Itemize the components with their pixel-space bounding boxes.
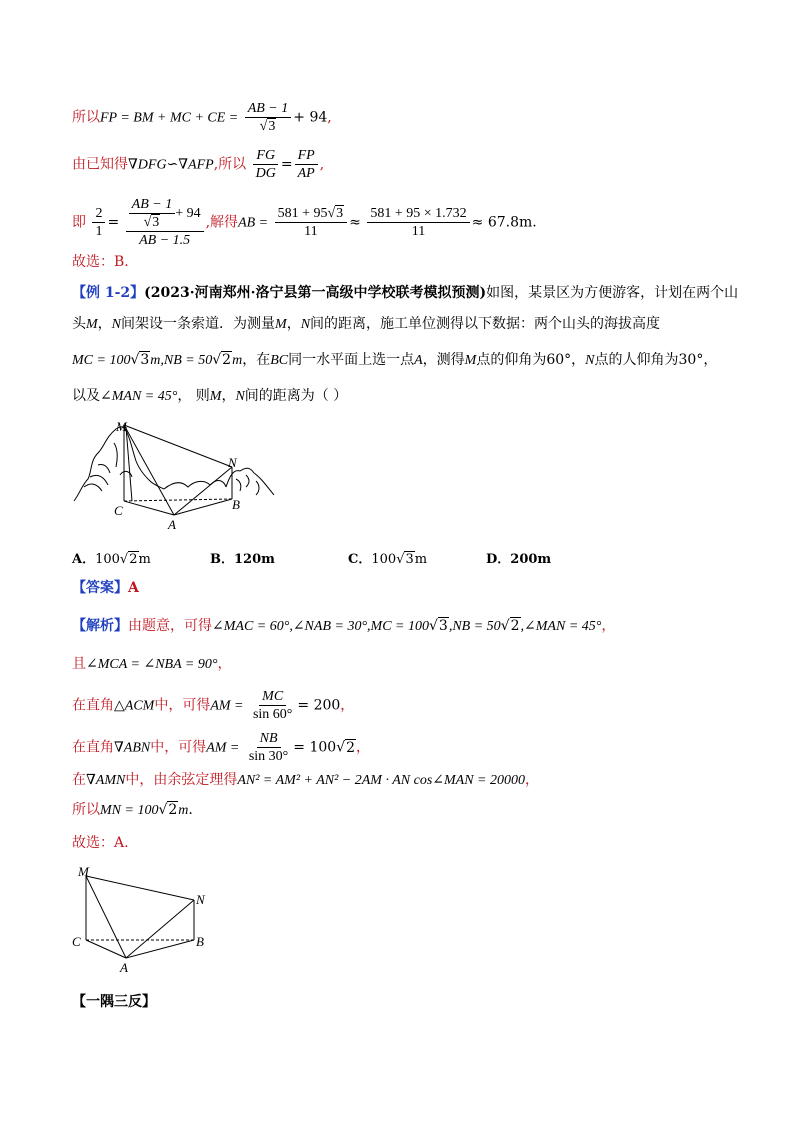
select-label-2: 故选： [72,835,114,851]
fig2-label-a: A [120,960,128,975]
a3d: AM = [210,698,244,714]
mc-sqrt: 3 [140,352,150,368]
a4-num: NB [257,730,281,748]
option-b-value: 120m [234,552,275,567]
a2b: ∠MCA = ∠NBA = 90° [86,657,218,672]
fp-num: FP [295,147,318,165]
a1-sqrt2: 2 [510,618,520,634]
text-so: 所以 [72,109,100,126]
example-line-4 [72,386,347,407]
t3g: A [414,353,423,368]
result-sqrt-3: 3 [336,206,344,221]
two: 2 [92,205,105,223]
fig2-label-m: M [78,864,89,879]
option-c-unit: m [414,552,428,567]
comma: , [327,109,332,126]
a5b: ∇AMN [86,773,126,788]
nb-sqrt: 2 [222,352,232,368]
select-label-1: 故选： [72,254,114,270]
option-a-unit: m [138,552,151,567]
a1b: ∠MAC = 60°,∠NAB = 30°,MC = 100 [212,619,429,634]
a3f: ， [340,697,355,714]
analysis-line-2 [72,654,231,675]
example-line-3: MC = 100√3m,NB = 50√2m，在BC同一水平面上选一点A，测得M点的仰角为60°，N点的人仰角为30°， [72,352,718,368]
result-fraction-2 [367,205,469,240]
dg-den: DG [255,166,276,181]
inner-fraction [129,196,176,231]
a2a: 且 [72,656,86,672]
select-value-2: A. [114,835,129,851]
a3b: △ACM [114,698,155,714]
fig1-label-n: N [228,455,237,470]
option-c-value: 100 [371,552,397,567]
text-ji: 即 [72,214,86,231]
fp-sqrt-3: 3 [268,119,276,134]
analysis-tag: 【解析】 [72,618,128,634]
period: . [532,214,537,231]
example-line-2 [72,314,660,335]
equals: = [280,156,293,173]
example-line-1 [72,283,738,303]
section-title: 【一隅三反】 [72,994,156,1010]
option-b[interactable] [210,548,275,567]
option-c-sqrt: 3 [405,552,414,567]
example-source: (2023·河南郑州·洛宁县第一高级中学校联考模拟预测) [144,285,487,301]
a2c: ， [217,656,232,672]
a3-den: sin 60° [252,707,293,722]
so-fp-line [72,100,332,135]
line-ma [124,425,174,515]
fg-dg-fraction [253,147,279,182]
select-line-1 [72,252,129,272]
line-mn [124,425,232,467]
t2i: 间的距离，施工单位测得以下数据：两个山头的海拔高度 [310,316,661,332]
ab-equals: AB = [238,215,269,231]
t4f: N [235,389,245,404]
option-d-value: 200m [510,552,552,567]
t3e: BC [270,353,289,368]
option-d-label: D． [486,552,511,567]
fp-fraction [245,100,292,135]
analysis-line-4: 在直角∇ABN中，可得AM = $\frac{NB}{\sin 30^\circ}$ = 100√2， [72,731,371,764]
fig2-line-ma [86,876,126,958]
a1c: ,NB = 50 [448,619,501,634]
t3i: M [464,353,477,368]
fig2-label-b: B [196,934,204,949]
example-text-1: 如图，某景区为方便游客，计划在两个山 [486,285,739,301]
t3j: 点的仰角为 [476,352,547,368]
inner-tail: + 94 [175,206,201,221]
a4e: = 100 [293,739,337,756]
a6a: 所以 [72,802,100,818]
one: 1 [95,224,103,239]
two-over-one [92,205,105,240]
analysis-line-6: 所以MN = 100√2m. [72,802,193,818]
a4c: 中，可得 [150,739,207,756]
t3h: ，测得 [422,352,465,368]
option-c[interactable]: C．100√3m [348,552,428,567]
a6-sqrt: 2 [168,802,178,818]
result-den-2: 11 [411,224,426,239]
t2g: ， [286,316,301,332]
t3p: ， [703,352,718,368]
t4b: ∠MAN = 45° [100,389,178,404]
t2c: ， [97,316,112,332]
result-num-2: 581 + 95 × 1.732 [367,205,469,223]
result-den-1: 11 [304,224,318,239]
line-cb-dashed [124,499,232,501]
fig2-label-n: N [196,892,205,907]
right-mountain-shading [236,475,259,495]
fig2-line-ca [86,940,126,958]
a3e: = 200 [297,697,341,714]
line-ca [124,501,174,515]
fp-fraction-den: √3 [259,119,276,134]
analysis-line-5 [72,770,539,791]
option-c-label: C． [348,552,372,567]
result-fraction-1 [275,205,348,240]
big-fraction-den: AB − 1.5 [139,233,191,248]
option-a-sqrt: 2 [129,552,138,567]
right-mountain-outline [226,468,274,495]
a1d: ,∠MAN = 45° [520,619,602,634]
t4e: ， [221,388,236,404]
fig2-line-mn [86,876,194,900]
a4f: ， [356,739,371,756]
fp-ap-fraction [295,147,318,182]
option-b-label: B． [210,552,234,567]
a4a: 在直角 [72,739,114,756]
analysis-line-3 [72,688,354,723]
text-so-2: ,所以 [213,156,247,173]
select-value-1: B. [114,254,129,270]
geometry-figure [66,862,216,980]
t3d: ，在 [242,352,271,368]
t3f: 同一水平面上选一点 [288,352,415,368]
line-ab [174,499,232,515]
big-fraction-num [126,196,204,232]
big-fraction [126,196,204,249]
a5d: AN² = AM² + AN² − 2AM · AN cos∠MAN = 20000 [237,773,525,788]
option-a-value: 100 [95,552,120,567]
a1e: ， [601,618,616,634]
nb-unit: m [232,353,243,368]
fp-fraction-num: AB − 1 [245,100,292,118]
answer-tag: 【答案】 [72,580,128,596]
a4b: ∇ABN [114,740,151,756]
fg-num: FG [253,147,278,165]
fig2-label-c: C [72,934,81,949]
fig1-label-c: C [114,503,123,518]
similar-triangle-line [72,147,324,182]
example-tag: 【例 1-2】 [72,285,145,301]
fig1-label-a: A [168,517,176,532]
similar-expression: ∇DFG∽∇AFP [128,157,214,173]
nb-eq: m,NB = 50 [150,353,213,368]
t2e: 间架设一条索道．为测量 [121,316,276,332]
a1-sqrt1: 3 [438,618,448,634]
inner-num: AB − 1 [129,196,176,214]
line-na [174,467,232,515]
result-num-1: 581 + 95√3 [275,205,348,223]
inner-den: √3 [143,215,160,230]
a5e: ， [525,772,539,788]
t2f: M [275,317,287,332]
fig1-label-b: B [232,497,240,512]
t3n: 点的人仰角为 [594,352,679,368]
a6c: m [178,803,189,818]
left-mountain-outline [74,427,164,501]
a3a: 在直角 [72,697,114,714]
a4d: AM = [206,740,240,756]
answer-line [72,578,139,598]
mountain-figure [70,415,280,535]
text-solve: ,解得 [205,214,239,231]
ap-den: AP [297,166,315,181]
t2d: N [111,317,122,332]
option-d[interactable] [486,548,551,567]
a5a: 在 [72,772,86,788]
approx-result: ≈ 67.8m [471,214,533,231]
middle-ridge [164,481,226,489]
a1a: 由题意，可得 [128,618,212,634]
a3-fraction [250,688,295,723]
t3o: 30° [678,352,704,368]
mc-eq: MC = 100 [72,353,131,368]
t2a: 头 [72,316,86,332]
fp-tail: + 94 [293,109,328,126]
a4-sqrt: 2 [346,739,356,756]
t4d: M [209,389,222,404]
a3-num: MC [259,688,286,706]
a6b: MN = 100 [100,803,159,818]
select-line-2 [72,833,129,853]
a4-den: sin 30° [248,749,289,764]
text-given: 由已知得 [72,156,128,173]
inner-sqrt-3: 3 [152,215,160,230]
t4g: 间的距离为（ ） [244,388,348,404]
a5c: 中，由余弦定理得 [125,772,238,788]
answer-value: A [128,580,139,596]
result-num-1-a: 581 + 95 [277,206,328,221]
t4c: ， 则 [177,388,210,404]
option-a-label: A． [72,552,96,567]
fp-expression: FP = BM + MC + CE = [100,110,239,126]
t4a: 以及 [72,388,100,404]
t3l: ， [571,352,586,368]
option-a[interactable]: A．100√2m [72,552,151,567]
solve-ab-line: 即 $\frac{2}{1}$ = $\frac{AB - 1}{√3}$ + 94 AB − 1.5 ,解得AB = $\frac{581 + 95√3}{11}$ ≈ $\frac{581 + 95 \times 1.732}{11}$ ≈ 67.8m. [72,197,537,248]
comma-2: , [319,156,325,173]
t2b: M [86,317,98,332]
t2h: N [300,317,311,332]
fig1-label-m: M [116,419,127,434]
a3c: 中，可得 [154,697,211,714]
analysis-line-1: 【解析】由题意，可得∠MAC = 60°,∠NAB = 30°,MC = 100√3,NB = 50√2,∠MAN = 45°， [72,618,616,634]
a6d: . [188,802,193,818]
t3k: 60° [546,352,572,368]
a4-fraction [246,730,291,765]
approx-1: ≈ [349,214,361,231]
t3m: N [585,353,595,368]
